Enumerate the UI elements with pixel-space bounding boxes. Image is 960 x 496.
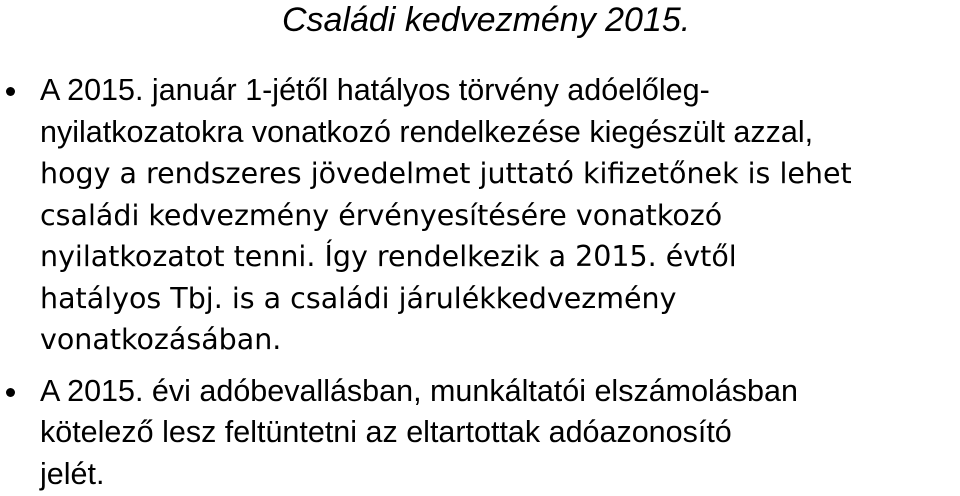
bullet-dot-icon xyxy=(6,388,15,397)
bullet-line: kötelező lesz feltüntetni az eltartottak adóazonosító xyxy=(40,415,732,449)
bullet-item xyxy=(0,371,960,496)
bullet-dot-icon xyxy=(6,87,15,96)
bullet-line: nyilatkozatokra vonatkozó rendelkezése kiegészült azzal, xyxy=(40,114,814,149)
bullet-line: hogy a rendszeres jövedelmet juttató kifizetőnek is lehet xyxy=(40,157,852,190)
bullet-line: A 2015. évi adóbevallásban, munkáltatói elszámolásban xyxy=(40,373,798,408)
bullet-list xyxy=(0,70,960,495)
bullet-line: jelét. xyxy=(40,456,105,491)
bullet-line: nyilatkozatot tenni. Így rendelkezik a 2015. évtől xyxy=(40,240,737,273)
bullet-line: A 2015. január 1-jétől hatályos törvény adóelőleg- xyxy=(40,73,710,107)
bullet-line: családi kedvezmény érvényesítésére vonatkozó xyxy=(40,198,723,232)
bullet-line: vonatkozásában. xyxy=(40,323,282,356)
slide-title: Családi kedvezmény 2015. xyxy=(282,1,691,39)
bullet-item xyxy=(0,70,960,361)
bullet-line: hatályos Tbj. is a családi járulékkedvezmény xyxy=(40,281,677,315)
